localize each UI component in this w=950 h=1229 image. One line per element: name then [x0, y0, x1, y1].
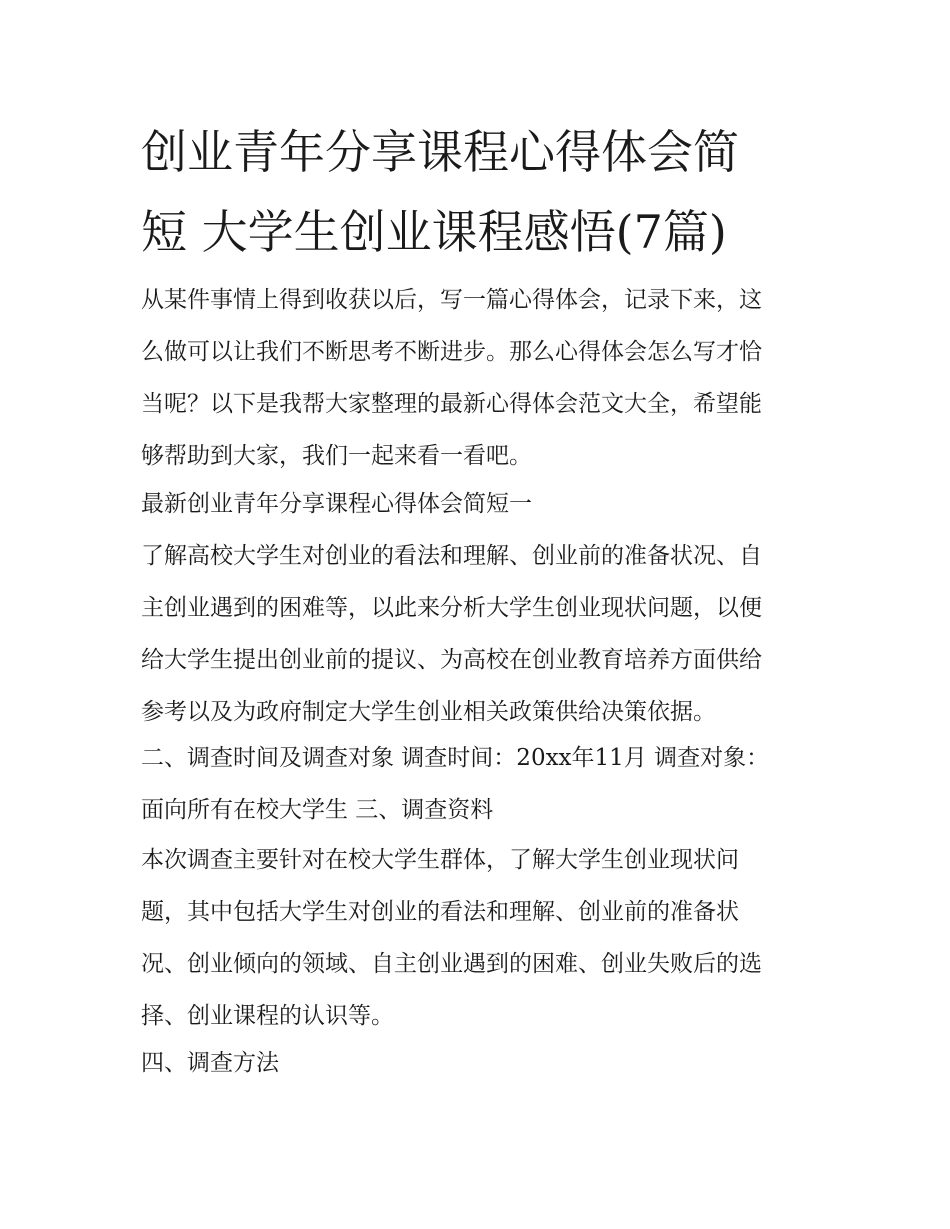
document-title: [141, 112, 813, 272]
section-heading: [141, 478, 813, 530]
para2-line-1: 二、调查时间及调查对象 调查时间：20xx年11月 调查对象：: [141, 745, 770, 771]
para1-line-4: 参考以及为政府制定大学生创业相关政策供给决策依据。: [141, 699, 716, 725]
para3-line-1: 本次调查主要针对在校大学生群体，了解大学生创业现状问: [141, 847, 739, 873]
paragraph-2: [141, 732, 813, 836]
para2-line-2: 面向所有在校大学生 三、调查资料: [141, 797, 494, 823]
intro-line-4: 够帮助到大家，我们一起来看一看吧。: [141, 443, 532, 469]
para1-line-1: 了解高校大学生对创业的看法和理解、创业前的准备状况、自: [141, 543, 762, 569]
intro-paragraph: [141, 274, 813, 482]
para1-line-2: 主创业遇到的困难等，以此来分析大学生创业现状问题，以便: [141, 595, 762, 621]
section-4-heading-text: 四、调查方法: [141, 1050, 279, 1076]
title-line-2: 短 大学生创业课程感悟(7篇): [141, 205, 727, 259]
title-line-1: 创业青年分享课程心得体会简: [141, 125, 739, 179]
paragraph-3: [141, 834, 813, 1042]
paragraph-1: [141, 530, 813, 738]
intro-line-3: 当呢？以下是我帮大家整理的最新心得体会范文大全，希望能: [141, 391, 762, 417]
para3-line-3: 况、创业倾向的领域、自主创业遇到的困难、创业失败后的选: [141, 951, 762, 977]
section-heading-text: 最新创业青年分享课程心得体会简短一: [141, 491, 532, 517]
intro-line-2: 么做可以让我们不断思考不断进步。那么心得体会怎么写才恰: [141, 339, 762, 365]
section-4-heading: [141, 1037, 813, 1089]
para3-line-4: 择、创业课程的认识等。: [141, 1003, 394, 1029]
intro-line-1: 从某件事情上得到收获以后，写一篇心得体会，记录下来，这: [141, 287, 762, 313]
para1-line-3: 给大学生提出创业前的提议、为高校在创业教育培养方面供给: [141, 647, 762, 673]
para3-line-2: 题，其中包括大学生对创业的看法和理解、创业前的准备状: [141, 899, 739, 925]
